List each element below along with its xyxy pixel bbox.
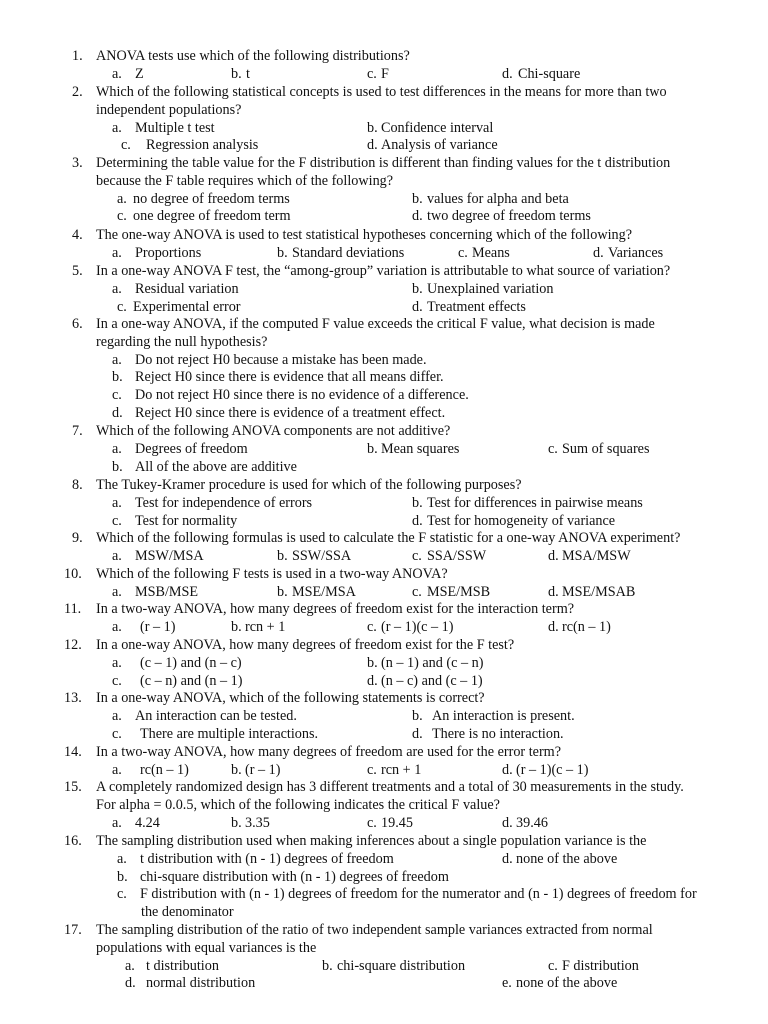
option-letter: b. <box>412 494 423 511</box>
question-number: 7. <box>72 423 83 439</box>
question-number: 10. <box>64 566 82 582</box>
option-text: Regression analysis <box>146 137 259 154</box>
question-number: 17. <box>64 922 82 938</box>
option-text: normal distribution <box>146 975 256 992</box>
option-text: 3.35 <box>245 814 270 831</box>
option-letter: b. <box>412 190 423 207</box>
option-text: Do not reject H0 since there is no evidence of a difference. <box>135 387 469 404</box>
question-number: 16. <box>64 833 82 849</box>
option-letter: b. <box>367 440 378 457</box>
option-letter: c. <box>112 672 122 689</box>
option-letter: a. <box>112 654 122 671</box>
option-text: one degree of freedom term <box>133 208 291 225</box>
option-letter: c. <box>548 440 558 457</box>
question-number: 9. <box>72 530 83 546</box>
option-letter: a. <box>112 707 122 724</box>
option-text: There is no interaction. <box>432 725 564 742</box>
option-text: t distribution <box>146 957 219 974</box>
option-letter: b. <box>231 618 242 635</box>
option-letter: d. <box>367 137 378 154</box>
option-letter: b. <box>231 65 242 82</box>
option-text: t <box>246 65 250 82</box>
option-letter: b. <box>277 583 288 600</box>
option-letter: a. <box>117 850 127 867</box>
question-text: The Tukey-Kramer procedure is used for which of the following purposes? <box>96 477 522 493</box>
question-text: In a two-way ANOVA, how many degrees of freedom are used for the error term? <box>96 744 561 760</box>
option-letter: d. <box>593 244 604 261</box>
option-letter: b. <box>412 707 423 724</box>
option-text: Degrees of freedom <box>135 440 248 457</box>
question-text: A completely randomized design has 3 different treatments and a total of 30 measurements in the study. <box>96 779 684 795</box>
option-text: (r – 1)(c – 1) <box>516 761 589 778</box>
question-number: 1. <box>72 48 83 64</box>
question-text: Which of the following statistical concepts is used to test differences in the means for more than two <box>96 84 667 100</box>
option-letter: b. <box>231 814 242 831</box>
question-text: The sampling distribution of the ratio of two independent sample variances extracted from normal <box>96 922 653 938</box>
option-letter: c. <box>548 957 558 974</box>
option-text: (n – c) and (c – 1) <box>381 672 483 689</box>
option-text: rc(n – 1) <box>140 761 189 778</box>
question-text: Which of the following F tests is used in a two-way ANOVA? <box>96 566 448 582</box>
question-text: In a one-way ANOVA, how many degrees of freedom exist for the F test? <box>96 637 515 653</box>
option-text: Confidence interval <box>381 119 494 136</box>
option-letter: d. <box>412 512 423 529</box>
option-text: Chi-square <box>518 65 581 82</box>
option-text: Means <box>472 244 510 261</box>
option-letter: a. <box>112 547 122 564</box>
option-letter: d. <box>548 618 559 635</box>
question-text: Determining the table value for the F distribution is different than finding values for the t distribution <box>96 155 671 171</box>
question-text: In a one-way ANOVA, which of the following statements is correct? <box>96 690 485 706</box>
option-letter: a. <box>112 119 122 136</box>
option-text: Z <box>135 65 144 82</box>
option-text: Do not reject H0 because a mistake has been made. <box>135 351 427 368</box>
option-text: F distribution <box>562 957 639 974</box>
option-letter: c. <box>367 761 377 778</box>
option-letter: c. <box>117 298 127 315</box>
question-number: 3. <box>72 155 83 171</box>
option-letter: d. <box>502 814 513 831</box>
option-letter: d. <box>412 725 423 742</box>
question-text: Which of the following ANOVA components are not additive? <box>96 423 451 439</box>
question-number: 14. <box>64 744 82 760</box>
option-letter: a. <box>112 494 122 511</box>
option-letter: c. <box>412 583 422 600</box>
question-number: 4. <box>72 227 83 243</box>
question-text: In a two-way ANOVA, how many degrees of freedom exist for the interaction term? <box>96 601 575 617</box>
question-number: 6. <box>72 316 83 332</box>
option-text: (r – 1) <box>140 618 176 635</box>
option-text: Residual variation <box>135 280 239 297</box>
option-text: none of the above <box>516 850 618 867</box>
option-text: Test for homogeneity of variance <box>427 512 616 529</box>
option-letter: a. <box>112 814 122 831</box>
question-text: The sampling distribution used when making inferences about a single population variance is the <box>96 833 647 849</box>
option-text: Reject H0 since there is evidence that all means differ. <box>135 369 444 386</box>
option-letter: d. <box>412 208 423 225</box>
option-letter: b. <box>117 868 128 885</box>
option-text: 4.24 <box>135 814 160 831</box>
option-text: chi-square distribution <box>337 957 466 974</box>
option-text: chi-square distribution with (n - 1) degrees of freedom <box>140 868 449 885</box>
option-text: (r – 1) <box>245 761 281 778</box>
option-text: Test for independence of errors <box>135 494 313 511</box>
option-letter: c. <box>112 387 122 404</box>
option-text: SSW/SSA <box>292 547 352 564</box>
option-text: 39.46 <box>516 814 548 831</box>
option-letter: b. <box>277 244 288 261</box>
option-text: An interaction can be tested. <box>135 707 297 724</box>
option-letter: a. <box>112 65 122 82</box>
question-number: 13. <box>64 690 82 706</box>
option-letter: b. <box>277 547 288 564</box>
option-letter: d. <box>112 405 123 421</box>
option-text: MSE/MSB <box>427 583 491 600</box>
option-text: MSW/MSA <box>135 547 204 564</box>
option-letter: a. <box>125 957 135 974</box>
option-text: An interaction is present. <box>432 707 575 724</box>
option-letter: c. <box>112 512 122 529</box>
question-text: Which of the following formulas is used to calculate the F statistic for a one-way ANOVA experiment? <box>96 530 681 546</box>
question-text: because the F table requires which of the following? <box>96 172 394 189</box>
question-number: 15. <box>64 779 82 795</box>
option-text: Unexplained variation <box>427 280 554 297</box>
option-letter: d. <box>548 547 559 564</box>
option-letter: d. <box>367 672 378 689</box>
option-text: F <box>381 65 389 82</box>
option-text: values for alpha and beta <box>427 190 569 207</box>
question-number: 2. <box>72 84 83 100</box>
option-text: Mean squares <box>381 440 460 457</box>
option-text: Test for normality <box>135 512 238 529</box>
question-number: 12. <box>64 637 82 653</box>
question-number: 11. <box>64 601 82 617</box>
option-text: (c – 1) and (n – c) <box>140 654 242 671</box>
option-letter: b. <box>322 957 333 974</box>
option-letter: d. <box>502 65 513 82</box>
option-letter: a. <box>112 761 122 778</box>
option-letter: b. <box>367 119 378 136</box>
option-letter: c. <box>367 814 377 831</box>
question-text: populations with equal variances is the <box>96 939 317 956</box>
option-letter: b. <box>112 458 123 475</box>
option-text: Test for differences in pairwise means <box>427 494 643 511</box>
option-letter: a. <box>112 351 122 368</box>
question-text: In a one-way ANOVA F test, the “among-group” variation is attributable to what source of variation? <box>96 263 671 279</box>
option-letter: c. <box>412 547 422 564</box>
option-letter: a. <box>112 440 122 457</box>
option-letter: a. <box>112 244 122 261</box>
option-text: All of the above are additive <box>135 458 297 475</box>
option-letter: c. <box>117 208 127 225</box>
option-text: rc(n – 1) <box>562 618 611 635</box>
option-text: SSA/SSW <box>427 547 487 564</box>
option-text: Variances <box>608 244 664 261</box>
option-text: none of the above <box>516 975 618 992</box>
option-text: Experimental error <box>133 298 241 315</box>
option-text: Sum of squares <box>562 440 650 457</box>
option-letter: a. <box>112 583 122 600</box>
option-letter: a. <box>112 618 122 635</box>
option-letter: c. <box>367 618 377 635</box>
option-letter: b. <box>231 761 242 778</box>
option-text-continuation: the denominator <box>141 904 234 921</box>
option-text: t distribution with (n - 1) degrees of freedom <box>140 850 394 867</box>
option-letter: d. <box>125 975 136 992</box>
option-letter: c. <box>367 65 377 82</box>
option-letter: b. <box>112 369 123 386</box>
option-letter: e. <box>502 975 512 992</box>
question-number: 5. <box>72 263 83 279</box>
option-letter: d. <box>502 761 513 778</box>
option-text: Treatment effects <box>427 298 526 315</box>
question-number: 8. <box>72 477 83 493</box>
option-text: two degree of freedom terms <box>427 208 591 225</box>
option-letter: d. <box>502 850 513 867</box>
option-letter: a. <box>112 280 122 297</box>
option-text: (r – 1)(c – 1) <box>381 618 454 635</box>
option-letter: d. <box>412 298 423 315</box>
option-text: 19.45 <box>381 814 413 831</box>
option-text: MSA/MSW <box>562 547 631 564</box>
option-text: (n – 1) and (c – n) <box>381 654 484 671</box>
question-text: In a one-way ANOVA, if the computed F value exceeds the critical F value, what decision is made <box>96 316 655 332</box>
option-text: MSB/MSE <box>135 583 199 600</box>
option-text: rcn + 1 <box>245 618 286 635</box>
option-text: no degree of freedom terms <box>133 190 290 207</box>
option-text: F distribution with (n - 1) degrees of freedom for the numerator and (n - 1) degrees of freedom for <box>140 886 697 903</box>
option-letter: a. <box>117 190 127 207</box>
option-text: Analysis of variance <box>381 137 498 154</box>
option-letter: c. <box>121 137 131 154</box>
option-text: MSE/MSAB <box>562 583 636 600</box>
option-text: Standard deviations <box>292 244 405 261</box>
question-text: independent populations? <box>96 101 242 118</box>
question-text: The one-way ANOVA is used to test statistical hypotheses concerning which of the following? <box>96 227 632 243</box>
option-text: Multiple t test <box>135 119 215 136</box>
option-text: There are multiple interactions. <box>140 725 319 742</box>
option-letter: b. <box>367 654 378 671</box>
option-letter: b. <box>412 280 423 297</box>
question-text: ANOVA tests use which of the following distributions? <box>96 48 410 64</box>
option-text: MSE/MSA <box>292 583 356 600</box>
option-text: rcn + 1 <box>381 761 422 778</box>
option-letter: c. <box>458 244 468 261</box>
question-text: For alpha = 0.0.5, which of the following indicates the critical F value? <box>96 796 500 813</box>
option-text: (c – n) and (n – 1) <box>140 672 243 689</box>
option-text: Proportions <box>135 244 202 261</box>
option-letter: c. <box>112 725 122 742</box>
option-text: Reject H0 since there is evidence of a treatment effect. <box>135 405 446 421</box>
option-letter: d. <box>548 583 559 600</box>
question-text: regarding the null hypothesis? <box>96 333 268 350</box>
option-letter: c. <box>117 886 127 903</box>
